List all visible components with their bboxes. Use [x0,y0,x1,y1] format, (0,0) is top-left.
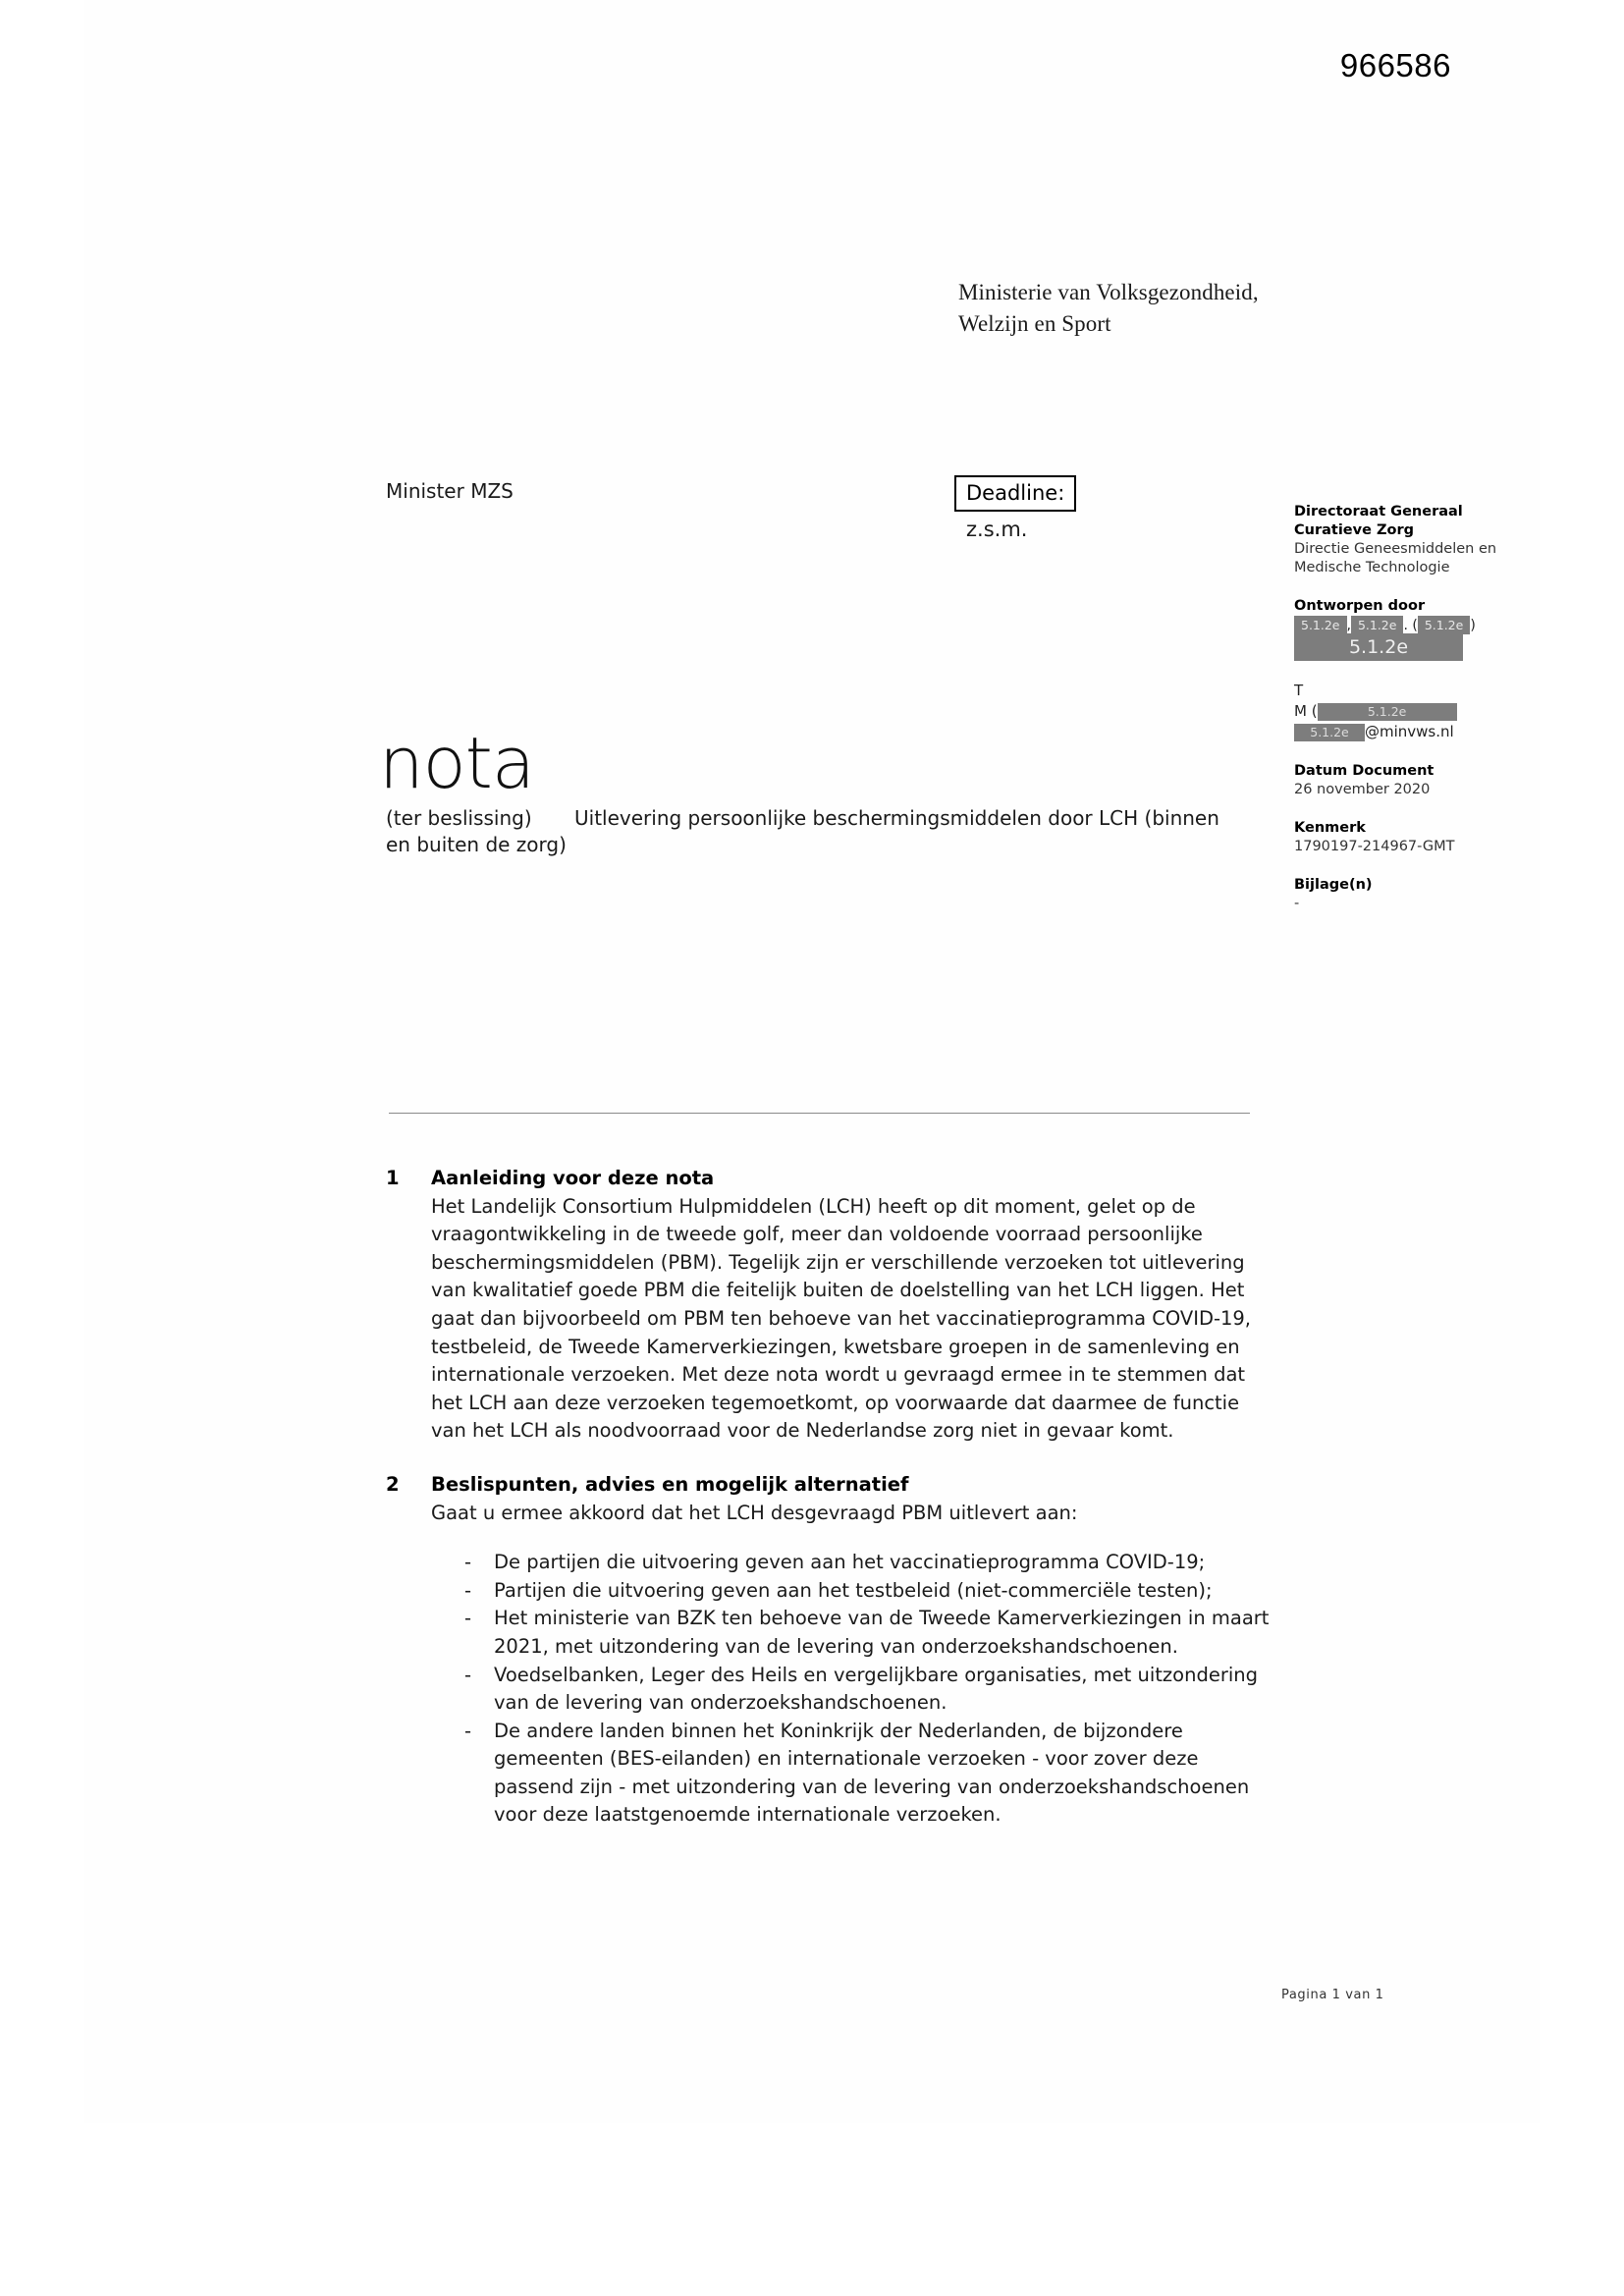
comma-separator: , [1346,618,1351,633]
reference-block [1294,819,1520,856]
email-domain: @minvws.nl [1365,723,1454,740]
ministry-line-2: Welzijn en Sport [958,311,1111,336]
ministry-line-1: Ministerie van Volksgezondheid, [958,280,1259,304]
designed-by-block [1294,597,1520,661]
mobile-label: M [1294,702,1307,720]
document-body [386,1165,1270,1855]
designed-by-names [1294,616,1520,635]
document-subject-line [386,805,1250,858]
period-separator: . [1403,618,1408,633]
decision-list [431,1549,1270,1830]
list-item [431,1662,1270,1718]
list-bullet: - [464,1719,472,1742]
section-1-paragraph: Het Landelijk Consortium Hulpmiddelen (LCH) heeft op dit moment, gelet op de vraagontwikkeling in de tweede golf, meer dan voldoende voorraad persoonlijke beschermingsmiddelen (PBM). Tegelijk zijn er verschillende verzoeken tot uitlevering van kwalitatief goede PBM die feitelijk buiten de doelstelling van het LCH liggen. Het gaat dan bijvoorbeeld om PBM ten behoeve van het vaccinatieprogramma COVID-19, testbeleid, de Tweede Kamerverkiezingen, kwetsbare groepen in de samenleving en internationale verzoeken. Met deze nota wordt u gevraagd ermee in te stemmen dat het LCH aan deze verzoeken tegemoetkomt, op voorwaarde dat daarmee de functie van het LCH als noodvoorraad voor de Nederlandse zorg niet in gevaar komt. [431,1194,1252,1443]
mobile-line [1294,701,1520,722]
reference-heading: Kenmerk [1294,820,1366,836]
list-bullet: - [464,1663,472,1686]
list-item-text: De partijen die uitvoering geven aan het vaccinatieprogramma COVID-19; [494,1551,1206,1574]
mobile-paren-open: ( [1311,702,1318,720]
deadline-label: Deadline: [954,475,1076,512]
section-1-number: 1 [386,1167,400,1189]
document-page [84,0,1540,2123]
section-1-heading [386,1165,1270,1193]
directorate-line-3: Directie Geneesmiddelen en [1294,541,1497,557]
reference-value: 1790197-214967-GMT [1294,839,1455,854]
page-footer: Pagina 1 van 1 [1281,1988,1384,2002]
section-2-number: 2 [386,1472,400,1496]
deadline-value: z.s.m. [966,518,1028,541]
date-value: 26 november 2020 [1294,782,1431,797]
section-2 [386,1471,1270,1830]
list-item-text: Partijen die uitvoering geven aan het testbeleid (niet-commerciële testen); [494,1578,1213,1602]
directorate-block [1294,503,1520,577]
list-bullet: - [464,1607,472,1630]
redaction-chip-email: 5.1.2e [1294,724,1365,741]
document-subject: Uitlevering persoonlijke beschermingsmiddelen door LCH (binnen en buiten de zorg) [386,806,1219,856]
phone-line: T [1294,682,1304,699]
deadline-block [954,475,1111,541]
list-bullet: - [464,1578,472,1602]
attachments-heading: Bijlage(n) [1294,877,1373,893]
designed-by-heading: Ontworpen door [1294,598,1426,614]
section-2-title: Beslispunten, advies en mogelijk alternatief [431,1472,909,1496]
header-divider [389,1113,1250,1114]
metadata-sidebar [1294,503,1520,933]
list-item [431,1605,1270,1661]
directorate-line-1: Directoraat Generaal [1294,504,1463,519]
ministry-header [958,277,1259,340]
page-title: nota [379,722,535,804]
addressee: Minister MZS [386,479,514,503]
directorate-line-4: Medische Technologie [1294,560,1450,575]
section-1-title: Aanleiding voor deze nota [431,1167,715,1189]
redaction-chip: 5.1.2e [1418,616,1471,634]
archive-number: 966586 [1339,47,1451,83]
redaction-chip-phone: 5.1.2e [1318,703,1457,721]
list-item-text: De andere landen binnen het Koninkrijk der Nederlanden, de bijzondere gemeenten (BES-eilanden) en internationale verzoeken - voor zover deze passend zijn - met uitzondering van de levering van onderzoekshandschoenen voor deze laatstgenoemde internationale verzoeken. [494,1719,1250,1827]
section-2-heading [386,1471,1270,1500]
list-item [431,1549,1270,1577]
section-1 [386,1165,1270,1446]
list-bullet: - [464,1551,472,1574]
date-block [1294,762,1520,799]
section-2-paragraph: Gaat u ermee akkoord dat het LCH desgevraagd PBM uitlevert aan: [431,1501,1078,1524]
redaction-chip: 5.1.2e [1294,616,1347,634]
list-item [431,1718,1270,1830]
list-item-text: Voedselbanken, Leger des Heils en vergelijkbare organisaties, met uitzondering van de levering van onderzoekshandschoenen. [494,1663,1259,1715]
redaction-chip-wide: 5.1.2e [1294,633,1463,661]
section-1-body [431,1193,1270,1446]
paren-open: ( [1412,618,1418,633]
attachments-block [1294,876,1520,913]
date-heading: Datum Document [1294,763,1435,779]
contact-block [1294,681,1520,742]
list-item-text: Het ministerie van BZK ten behoeve van de Tweede Kamerverkiezingen in maart 2021, met uitzondering van de levering van onderzoekshandschoenen. [494,1607,1270,1658]
section-2-body [431,1500,1270,1831]
email-line [1294,722,1520,742]
designed-by-role [1294,633,1520,661]
document-kind: (ter beslissing) [386,806,532,830]
list-item [431,1577,1270,1606]
directorate-line-2: Curatieve Zorg [1294,522,1414,538]
redaction-chip: 5.1.2e [1351,616,1404,634]
paren-close: ) [1470,618,1476,633]
attachments-value: - [1294,896,1300,911]
